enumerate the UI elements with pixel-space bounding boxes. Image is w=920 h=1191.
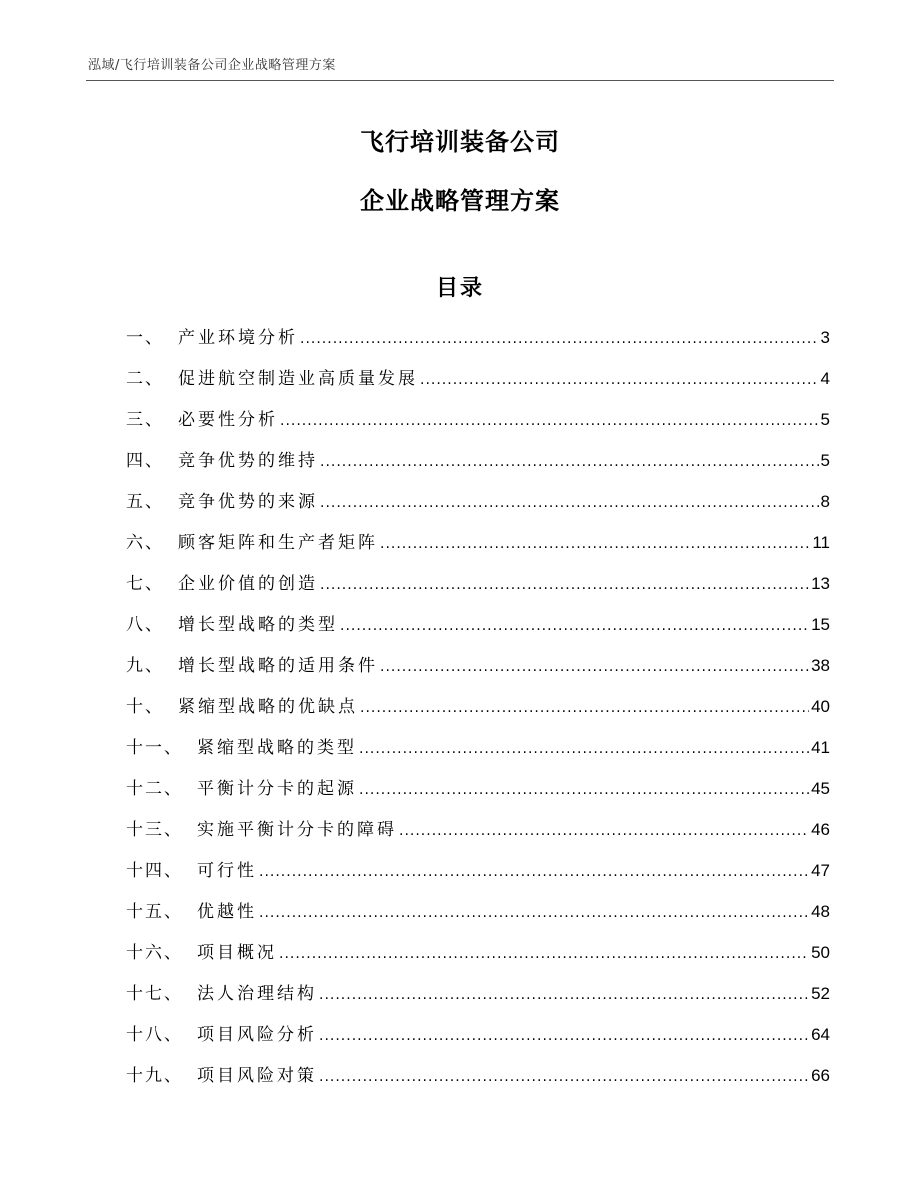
toc-entry-title: 顾客矩阵和生产者矩阵: [178, 533, 378, 553]
toc-dot-leader: [319, 1060, 809, 1094]
toc-dot-leader: [399, 814, 809, 848]
toc-entry-page-number: 64: [811, 1025, 830, 1044]
toc-entry[interactable]: [126, 1018, 830, 1059]
toc-entry-number: 四、: [126, 451, 164, 471]
toc-entry-title: 必要性分析: [178, 410, 278, 430]
toc-entry[interactable]: [126, 362, 830, 403]
toc-dot-leader: [259, 855, 809, 889]
toc-entry-page-number: 45: [811, 779, 830, 798]
toc-dot-leader: [380, 650, 809, 684]
toc-entry[interactable]: [126, 444, 830, 485]
toc-entry[interactable]: [126, 649, 830, 690]
toc-dot-leader: [320, 486, 819, 520]
toc-entry-number: 五、: [126, 492, 164, 512]
toc-dot-leader: [319, 978, 809, 1012]
header-divider: [86, 80, 834, 81]
toc-entry[interactable]: [126, 321, 830, 362]
toc-entry-title: 优越性: [197, 902, 257, 922]
toc-entry-page-number: 46: [811, 820, 830, 839]
toc-entry[interactable]: [126, 895, 830, 936]
toc-entry-title: 竞争优势的维持: [178, 451, 318, 471]
toc-entry-page-number: 3: [820, 328, 830, 347]
toc-dot-leader: [359, 732, 809, 766]
toc-entry-page-number: 5: [820, 410, 830, 429]
toc-entry-page-number: 47: [811, 861, 830, 880]
toc-dot-leader: [319, 1019, 809, 1053]
document-title-line-1: 飞行培训装备公司: [360, 128, 560, 156]
toc-entry-title: 产业环境分析: [178, 328, 298, 348]
toc-dot-leader: [279, 937, 809, 971]
toc-entry[interactable]: [126, 403, 830, 444]
toc-entry-number: 六、: [126, 533, 164, 553]
toc-entry-number: 十一、: [126, 738, 183, 758]
toc-entry-number: 九、: [126, 656, 164, 676]
toc-entry-number: 十六、: [126, 943, 183, 963]
toc-entry-number: 十三、: [126, 820, 183, 840]
toc-entry-title: 项目概况: [197, 943, 277, 963]
toc-entry-page-number: 38: [811, 656, 830, 675]
toc-entry[interactable]: [126, 854, 830, 895]
toc-entry[interactable]: [126, 608, 830, 649]
toc-entry-page-number: 4: [820, 369, 830, 388]
toc-dot-leader: [259, 896, 809, 930]
toc-entry-page-number: 52: [811, 984, 830, 1003]
toc-entry[interactable]: [126, 977, 830, 1018]
toc-entry-title: 竞争优势的来源: [178, 492, 318, 512]
toc-entry-number: 十八、: [126, 1025, 183, 1045]
toc-entry-number: 二、: [126, 369, 164, 389]
toc-entry[interactable]: [126, 936, 830, 977]
toc-entry-title: 可行性: [197, 861, 257, 881]
document-title-line-2: 企业战略管理方案: [360, 187, 560, 215]
toc-dot-leader: [300, 322, 819, 356]
toc-dot-leader: [360, 691, 809, 725]
toc-entry-page-number: 50: [811, 943, 830, 962]
toc-entry-title: 增长型战略的适用条件: [178, 656, 378, 676]
toc-entry[interactable]: [126, 813, 830, 854]
toc-dot-leader: [359, 773, 809, 807]
toc-entry-page-number: 40: [811, 697, 830, 716]
toc-entry-title: 企业价值的创造: [178, 574, 318, 594]
toc-entry[interactable]: [126, 526, 830, 567]
toc-entry-page-number: 8: [820, 492, 830, 511]
toc-entry-number: 三、: [126, 410, 164, 430]
toc-heading: 目录: [435, 276, 484, 301]
toc-entry-number: 八、: [126, 615, 164, 635]
toc-entry-title: 法人治理结构: [197, 984, 317, 1004]
toc-entry[interactable]: [126, 731, 830, 772]
toc-entry-page-number: 66: [811, 1066, 830, 1085]
toc-entry[interactable]: [126, 485, 830, 526]
toc-entry-number: 十九、: [126, 1066, 183, 1086]
toc-entry-page-number: 11: [812, 533, 830, 552]
toc-entry-page-number: 41: [811, 738, 830, 757]
toc-entry[interactable]: [126, 1059, 830, 1100]
toc-entry-number: 十二、: [126, 779, 183, 799]
toc-dot-leader: [320, 568, 809, 602]
toc-entry-number: 一、: [126, 328, 164, 348]
toc-entry-title: 紧缩型战略的优缺点: [178, 697, 358, 717]
toc-entry-title: 增长型战略的类型: [178, 615, 338, 635]
toc-entry-number: 十七、: [126, 984, 183, 1004]
toc-entry-title: 紧缩型战略的类型: [197, 738, 357, 758]
toc-entry-title: 促进航空制造业高质量发展: [178, 369, 418, 389]
toc-entry-page-number: 5: [820, 451, 830, 470]
toc-entry[interactable]: [126, 772, 830, 813]
toc-dot-leader: [380, 527, 810, 561]
toc-entry-number: 十、: [126, 697, 164, 717]
toc-dot-leader: [420, 363, 819, 397]
toc-entry-title: 项目风险分析: [197, 1025, 317, 1045]
toc-dot-leader: [320, 445, 819, 479]
toc-dot-leader: [340, 609, 809, 643]
toc-entry-page-number: 13: [811, 574, 830, 593]
toc-entry-number: 七、: [126, 574, 164, 594]
running-header: 泓域/飞行培训装备公司企业战略管理方案: [88, 58, 336, 73]
toc-entry-title: 项目风险对策: [197, 1066, 317, 1086]
toc-entry-page-number: 15: [811, 615, 830, 634]
toc-entry[interactable]: [126, 690, 830, 731]
toc-entry-title: 平衡计分卡的起源: [197, 779, 357, 799]
toc-dot-leader: [280, 404, 819, 438]
toc-entry[interactable]: [126, 567, 830, 608]
toc-entry-number: 十四、: [126, 861, 183, 881]
toc-entry-title: 实施平衡计分卡的障碍: [197, 820, 397, 840]
toc-entry-page-number: 48: [811, 902, 830, 921]
table-of-contents: [126, 321, 830, 1100]
toc-entry-number: 十五、: [126, 902, 183, 922]
